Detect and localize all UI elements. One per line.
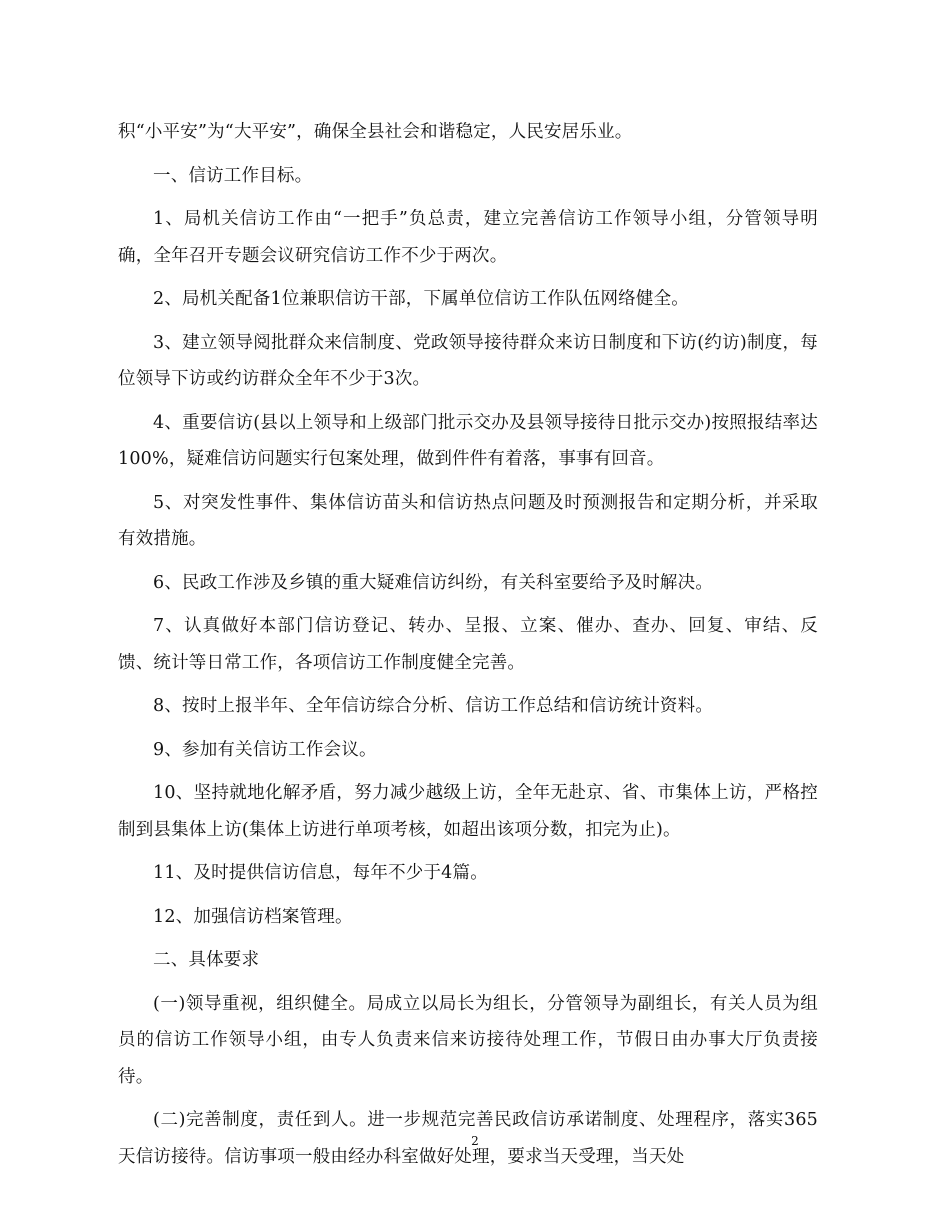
paragraph: 3、建立领导阅批群众来信制度、党政领导接待群众来访日制度和下访(约访)制度，每位领导下访或约访群众全年不少于3次。 [118,332,818,389]
paragraph: 9、参加有关信访工作会议。 [153,739,377,760]
paragraph: 7、认真做好本部门信访登记、转办、呈报、立案、催办、查办、回复、审结、反馈、统计等日常工作，各项信访工作制度健全完善。 [118,616,818,673]
section-heading-requirements: 二、具体要求 [153,950,260,970]
paragraph: 8、按时上报半年、全年信访综合分析、信访工作总结和信访统计资料。 [153,696,714,716]
paragraph: 10、坚持就地化解矛盾，努力减少越级上访，全年无赴京、省、市集体上访，严格控制到县集体上访(集体上访进行单项考核，如超出该项分数，扣完为止)。 [118,783,818,840]
paragraph: 1、局机关信访工作由“一把手”负总责，建立完善信访工作领导小组，分管领导明确，全年召开专题会议研究信访工作不少于两次。 [118,209,818,266]
section-heading-goals: 一、信访工作目标。 [153,165,313,186]
page-number: 2 [471,1134,479,1148]
paragraph: 12、加强信访档案管理。 [153,906,353,927]
paragraph: 积“小平安”为“大平安”，确保全县社会和谐稳定，人民安居乐业。 [118,122,633,142]
paragraph: 5、对突发性事件、集体信访苗头和信访热点问题及时预测报告和定期分析，并采取有效措施。 [118,492,818,549]
paragraph: 4、重要信访(县以上领导和上级部门批示交办及县领导接待日批示交办)按照报结率达100%，疑难信访问题实行包案处理，做到件件有着落，事事有回音。 [118,412,818,469]
document-body [118,114,818,1182]
paragraph: 6、民政工作涉及乡镇的重大疑难信访纠纷，有关科室要给予及时解决。 [153,572,714,593]
paragraph: 11、及时提供信访信息，每年不少于4篇。 [153,863,488,883]
paragraph: 2、局机关配备1位兼职信访干部，下属单位信访工作队伍网络健全。 [153,289,689,309]
paragraph: (一)领导重视，组织健全。局成立以局长为组长，分管领导为副组长，有关人员为组员的信访工作领导小组，由专人负责来信来访接待处理工作，节假日由办事大厅负责接待。 [118,993,818,1087]
paragraph: (二)完善制度，责任到人。进一步规范完善民政信访承诺制度、处理程序，落实365天信访接待。信访事项一般由经办科室做好处理，要求当天受理，当天处 [118,1110,818,1167]
